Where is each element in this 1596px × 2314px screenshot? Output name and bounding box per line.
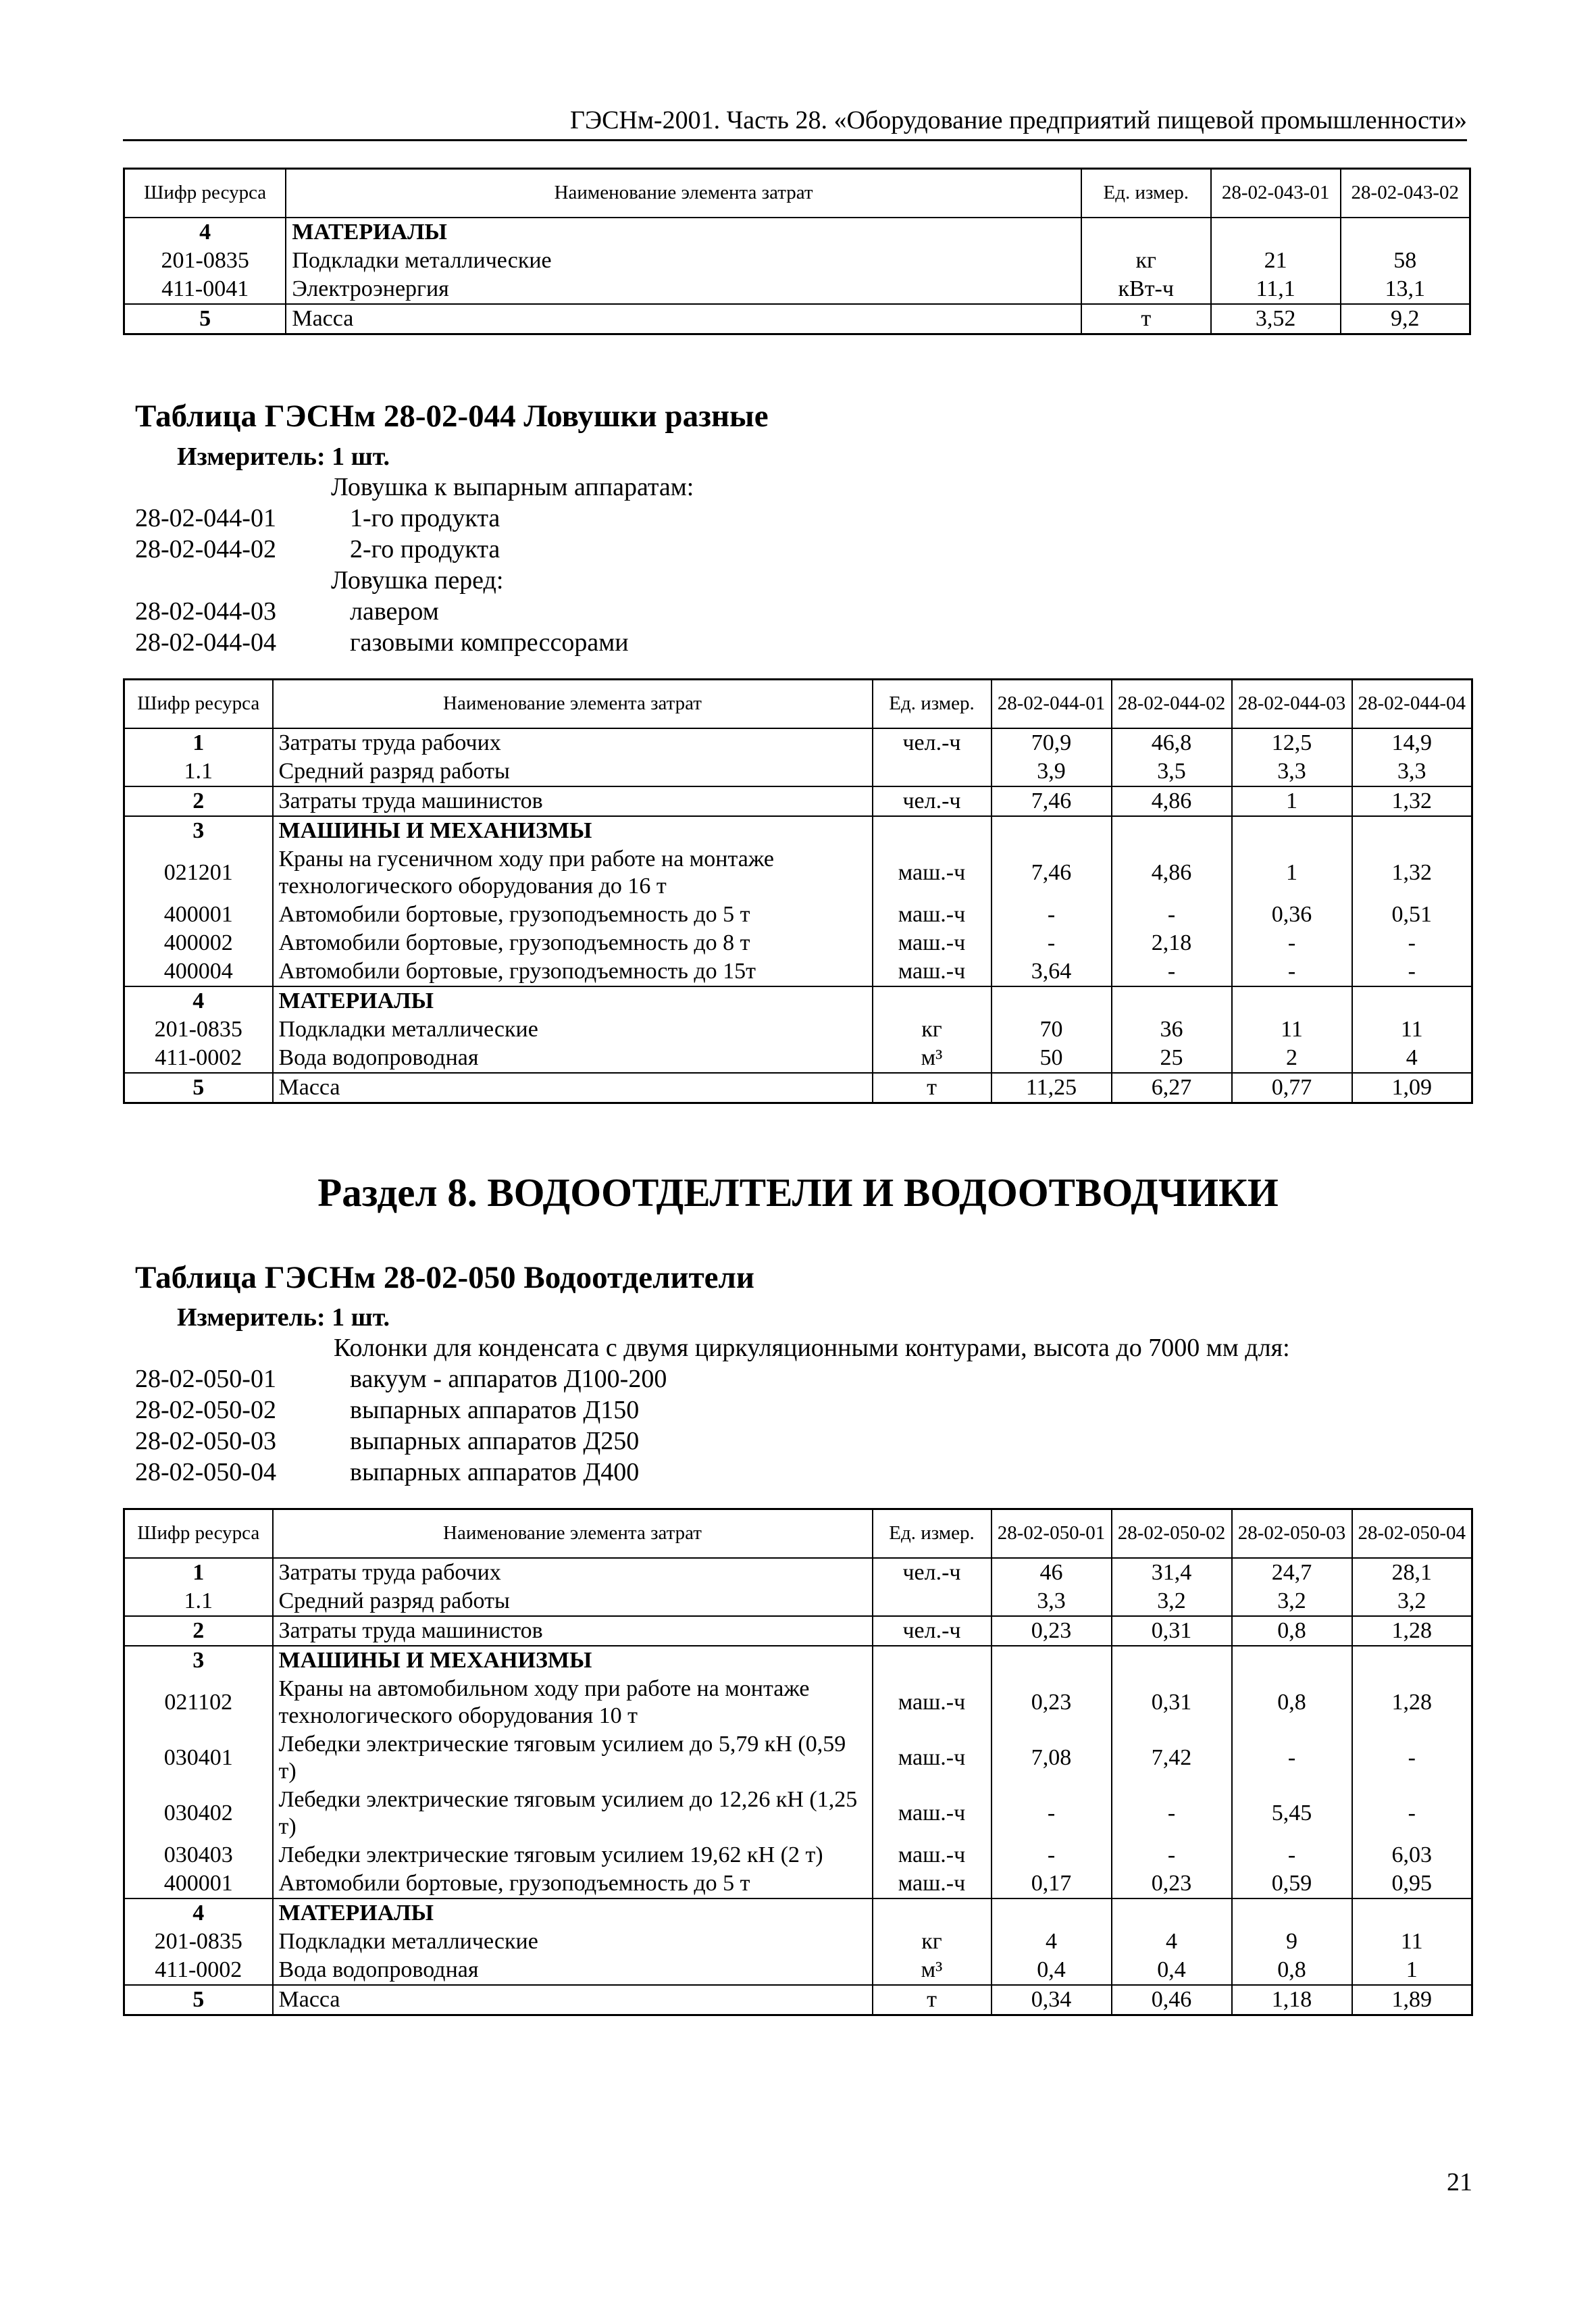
cell-value: 1 <box>1232 786 1352 816</box>
cell-unit <box>1081 218 1211 247</box>
item-text: выпарных аппаратов Д150 <box>350 1396 640 1424</box>
cell-value <box>1232 816 1352 845</box>
cell-value: 9,2 <box>1341 304 1470 334</box>
col-header-name: Наименование элемента затрат <box>273 680 873 728</box>
cell-value: 46,8 <box>1112 728 1232 757</box>
cell-code: 4 <box>124 986 273 1015</box>
cell-unit: чел.-ч <box>873 1558 992 1587</box>
col-header-norm: 28-02-050-02 <box>1112 1509 1232 1558</box>
cell-value: 1 <box>1232 845 1352 901</box>
cell-value <box>992 816 1112 845</box>
col-header-code: Шифр ресурса <box>124 680 273 728</box>
cell-value: 1 <box>1352 1956 1472 1985</box>
table-row <box>124 1730 1472 1786</box>
cell-code: 030403 <box>124 1841 273 1869</box>
cell-code: 400001 <box>124 901 273 929</box>
cell-value: - <box>992 1786 1112 1841</box>
cell-name: Масса <box>273 1985 873 2015</box>
cell-unit: т <box>873 1985 992 2015</box>
table-row <box>124 1015 1472 1044</box>
cell-code: 1.1 <box>124 1587 273 1616</box>
cell-value: 21 <box>1211 247 1341 275</box>
cell-unit: чел.-ч <box>873 728 992 757</box>
cell-value: 9 <box>1232 1928 1352 1956</box>
cell-name: Лебедки электрические тяговым усилием 19,62 кН (2 т) <box>273 1841 873 1869</box>
cell-unit: маш.-ч <box>873 1675 992 1730</box>
table-row <box>124 1646 1472 1675</box>
cell-name: Автомобили бортовые, грузоподъемность до 5 т <box>273 901 873 929</box>
item-text: лавером <box>350 597 439 626</box>
cell-value <box>992 1646 1112 1675</box>
cell-code: 400004 <box>124 957 273 986</box>
cell-name: Затраты труда машинистов <box>273 786 873 816</box>
cell-value: 70 <box>992 1015 1112 1044</box>
cell-code: 4 <box>124 218 286 247</box>
list-heading: Ловушка к выпарным аппаратам: <box>331 473 694 501</box>
cell-value: 0,23 <box>992 1675 1112 1730</box>
col-header-unit: Ед. измер. <box>873 680 992 728</box>
cell-unit: кг <box>873 1928 992 1956</box>
col-header-norm: 28-02-044-02 <box>1112 680 1232 728</box>
table-row <box>124 845 1472 901</box>
cell-code: 5 <box>124 1073 273 1103</box>
cell-value: - <box>1112 1786 1232 1841</box>
cost-table-043 <box>123 168 1471 335</box>
cell-value: 50 <box>992 1044 1112 1073</box>
cell-unit <box>873 816 992 845</box>
item-code: 28-02-044-02 <box>135 535 276 563</box>
table-row <box>124 1675 1472 1730</box>
table-row <box>124 1786 1472 1841</box>
section-title: Раздел 8. ВОДООТДЕЛТЕЛИ И ВОДООТВОДЧИКИ <box>317 1170 1279 1215</box>
cell-value: 3,3 <box>1352 757 1472 786</box>
header-rule <box>123 139 1467 141</box>
table-row <box>124 1898 1472 1928</box>
table-row <box>124 1558 1472 1587</box>
col-header-norm: 28-02-044-03 <box>1232 680 1352 728</box>
cell-value: 4 <box>992 1928 1112 1956</box>
cell-unit: т <box>873 1073 992 1103</box>
cell-code: 400002 <box>124 929 273 957</box>
cell-value: - <box>1112 901 1232 929</box>
cell-value: 0,31 <box>1112 1616 1232 1646</box>
col-header-norm: 28-02-050-04 <box>1352 1509 1472 1558</box>
cell-name: МАТЕРИАЛЫ <box>286 218 1081 247</box>
col-header-unit: Ед. измер. <box>873 1509 992 1558</box>
cell-value: 3,9 <box>992 757 1112 786</box>
item-text: 2-го продукта <box>350 535 500 563</box>
cell-unit: кг <box>873 1015 992 1044</box>
cell-name: Лебедки электрические тяговым усилием до 5,79 кН (0,59 т) <box>273 1730 873 1786</box>
table-header-row <box>124 169 1470 218</box>
cell-value: 0,36 <box>1232 901 1352 929</box>
cell-value: 0,8 <box>1232 1956 1352 1985</box>
cell-value: 3,52 <box>1211 304 1341 334</box>
cell-value: - <box>1352 1730 1472 1786</box>
cell-name: Подкладки металлические <box>286 247 1081 275</box>
cell-value: 1,28 <box>1352 1616 1472 1646</box>
cell-value: 1,09 <box>1352 1073 1472 1103</box>
cell-unit: маш.-ч <box>873 845 992 901</box>
cell-code: 030402 <box>124 1786 273 1841</box>
cell-value <box>1232 1898 1352 1928</box>
cell-value: 7,46 <box>992 786 1112 816</box>
cell-value: 0,4 <box>992 1956 1112 1985</box>
cell-code: 5 <box>124 1985 273 2015</box>
cell-unit: м³ <box>873 1956 992 1985</box>
cell-unit: маш.-ч <box>873 1841 992 1869</box>
cell-value: 0,34 <box>992 1985 1112 2015</box>
cell-code: 400001 <box>124 1869 273 1898</box>
cell-value: 0,8 <box>1232 1616 1352 1646</box>
cell-value: 4 <box>1112 1928 1232 1956</box>
cell-code: 411-0002 <box>124 1044 273 1073</box>
cell-name: Вода водопроводная <box>273 1044 873 1073</box>
cell-name: Вода водопроводная <box>273 1956 873 1985</box>
table-row <box>124 1985 1472 2015</box>
item-code: 28-02-044-04 <box>135 628 276 657</box>
cell-value <box>1232 986 1352 1015</box>
table-row <box>124 1841 1472 1869</box>
cell-name: Электроэнергия <box>286 275 1081 304</box>
cell-name: МАШИНЫ И МЕХАНИЗМЫ <box>273 1646 873 1675</box>
cell-value <box>1352 816 1472 845</box>
cell-value: 11,25 <box>992 1073 1112 1103</box>
cell-name: Масса <box>286 304 1081 334</box>
cell-value: 0,46 <box>1112 1985 1232 2015</box>
table-row <box>124 986 1472 1015</box>
cell-name: Краны на автомобильном ходу при работе на монтаже технологического оборудования 10 т <box>273 1675 873 1730</box>
cell-unit: маш.-ч <box>873 901 992 929</box>
cell-value <box>1211 218 1341 247</box>
cell-value <box>1341 218 1470 247</box>
running-header: ГЭСНм-2001. Часть 28. «Оборудование предприятий пищевой промышленности» <box>570 106 1467 134</box>
cell-value: 11 <box>1232 1015 1352 1044</box>
col-header-code: Шифр ресурса <box>124 1509 273 1558</box>
col-header-norm: 28-02-044-04 <box>1352 680 1472 728</box>
cell-unit: маш.-ч <box>873 1869 992 1898</box>
cell-value: 0,95 <box>1352 1869 1472 1898</box>
col-header-norm: 28-02-043-01 <box>1211 169 1341 218</box>
cell-code: 1 <box>124 1558 273 1587</box>
cell-name: Автомобили бортовые, грузоподъемность до 8 т <box>273 929 873 957</box>
table-row <box>124 1073 1472 1103</box>
item-code: 28-02-044-01 <box>135 504 276 532</box>
cell-value: 0,77 <box>1232 1073 1352 1103</box>
cell-value <box>1352 1898 1472 1928</box>
cell-value: 12,5 <box>1232 728 1352 757</box>
cell-value: 3,2 <box>1232 1587 1352 1616</box>
cell-unit: кг <box>1081 247 1211 275</box>
table-row <box>124 786 1472 816</box>
cell-value: 28,1 <box>1352 1558 1472 1587</box>
cell-value: 6,03 <box>1352 1841 1472 1869</box>
cell-unit: м³ <box>873 1044 992 1073</box>
table-row <box>124 1044 1472 1073</box>
cell-name: Затраты труда рабочих <box>273 728 873 757</box>
cell-value: 11 <box>1352 1015 1472 1044</box>
table-row <box>124 728 1472 757</box>
cell-value: - <box>1112 1841 1232 1869</box>
table-row <box>124 1928 1472 1956</box>
cell-value: 3,64 <box>992 957 1112 986</box>
cell-value: 14,9 <box>1352 728 1472 757</box>
cell-value: 36 <box>1112 1015 1232 1044</box>
cell-value <box>1112 1898 1232 1928</box>
item-code: 28-02-050-04 <box>135 1458 276 1486</box>
cell-unit: маш.-ч <box>873 1730 992 1786</box>
cell-value: 7,46 <box>992 845 1112 901</box>
col-header-norm: 28-02-044-01 <box>992 680 1112 728</box>
item-text: вакуум - аппаратов Д100-200 <box>350 1365 667 1393</box>
cell-code: 411-0041 <box>124 275 286 304</box>
item-text: выпарных аппаратов Д400 <box>350 1458 640 1486</box>
cell-value: 58 <box>1341 247 1470 275</box>
cell-code: 021102 <box>124 1675 273 1730</box>
table-row <box>124 1587 1472 1616</box>
measurer: Измеритель: 1 шт. <box>177 443 390 471</box>
cell-unit: кВт-ч <box>1081 275 1211 304</box>
cell-value <box>992 1898 1112 1928</box>
cell-value: 3,5 <box>1112 757 1232 786</box>
cell-code: 201-0835 <box>124 1015 273 1044</box>
item-code: 28-02-050-03 <box>135 1427 276 1455</box>
table-row <box>124 275 1470 304</box>
list-heading: Колонки для конденсата с двумя циркуляционными контурами, высота до 7000 мм для: <box>334 1334 1290 1362</box>
item-text: 1-го продукта <box>350 504 500 532</box>
cell-code: 1.1 <box>124 757 273 786</box>
cell-value: 7,42 <box>1112 1730 1232 1786</box>
cell-value: - <box>1232 957 1352 986</box>
item-code: 28-02-050-02 <box>135 1396 276 1424</box>
col-header-norm: 28-02-050-01 <box>992 1509 1112 1558</box>
cell-value: 0,17 <box>992 1869 1112 1898</box>
cell-value: - <box>1352 957 1472 986</box>
cell-code: 021201 <box>124 845 273 901</box>
cell-name: Масса <box>273 1073 873 1103</box>
cell-unit: маш.-ч <box>873 957 992 986</box>
cell-name: Автомобили бортовые, грузоподъемность до 5 т <box>273 1869 873 1898</box>
cell-value: 0,31 <box>1112 1675 1232 1730</box>
cell-value: - <box>992 1841 1112 1869</box>
cell-value: - <box>1352 929 1472 957</box>
cell-value <box>1352 1646 1472 1675</box>
cell-name: Подкладки металлические <box>273 1928 873 1956</box>
cell-code: 201-0835 <box>124 1928 273 1956</box>
cell-name: Средний разряд работы <box>273 1587 873 1616</box>
cell-unit: маш.-ч <box>873 1786 992 1841</box>
cell-value <box>1112 816 1232 845</box>
table-row <box>124 816 1472 845</box>
table-row <box>124 901 1472 929</box>
cell-value: - <box>992 929 1112 957</box>
cell-value: - <box>1352 1786 1472 1841</box>
cell-value: 2 <box>1232 1044 1352 1073</box>
cell-unit: маш.-ч <box>873 929 992 957</box>
table-row <box>124 218 1470 247</box>
table-row <box>124 929 1472 957</box>
cell-value: 1,32 <box>1352 845 1472 901</box>
col-header-unit: Ед. измер. <box>1081 169 1211 218</box>
cell-value: - <box>1232 1841 1352 1869</box>
cell-value: 2,18 <box>1112 929 1232 957</box>
cell-value: 0,59 <box>1232 1869 1352 1898</box>
cell-value: 0,4 <box>1112 1956 1232 1985</box>
table-row <box>124 247 1470 275</box>
cell-name: МАТЕРИАЛЫ <box>273 986 873 1015</box>
cell-value: 3,2 <box>1352 1587 1472 1616</box>
item-text: газовыми компрессорами <box>350 628 629 657</box>
table-row <box>124 757 1472 786</box>
item-code: 28-02-044-03 <box>135 597 276 626</box>
cell-value: 0,8 <box>1232 1675 1352 1730</box>
measurer: Измеритель: 1 шт. <box>177 1303 390 1332</box>
cell-unit <box>873 1587 992 1616</box>
cell-value: - <box>1232 929 1352 957</box>
cell-name: Автомобили бортовые, грузоподъемность до 15т <box>273 957 873 986</box>
cell-name: Лебедки электрические тяговым усилием до 12,26 кН (1,25 т) <box>273 1786 873 1841</box>
cell-value: 3,3 <box>992 1587 1112 1616</box>
cell-unit <box>873 757 992 786</box>
cell-value: 1,18 <box>1232 1985 1352 2015</box>
cell-unit <box>873 1898 992 1928</box>
cell-value: 70,9 <box>992 728 1112 757</box>
item-text: выпарных аппаратов Д250 <box>350 1427 640 1455</box>
cell-value: 11,1 <box>1211 275 1341 304</box>
table-row <box>124 1869 1472 1898</box>
cell-value: 31,4 <box>1112 1558 1232 1587</box>
cell-code: 030401 <box>124 1730 273 1786</box>
cell-name: Краны на гусеничном ходу при работе на монтаже технологического оборудования до 16 т <box>273 845 873 901</box>
cell-value: 11 <box>1352 1928 1472 1956</box>
cell-value: 13,1 <box>1341 275 1470 304</box>
cell-unit: т <box>1081 304 1211 334</box>
cell-unit: чел.-ч <box>873 1616 992 1646</box>
cell-value: 1,28 <box>1352 1675 1472 1730</box>
cell-code: 5 <box>124 304 286 334</box>
table-row <box>124 1956 1472 1985</box>
cell-code: 3 <box>124 1646 273 1675</box>
cell-name: Затраты труда рабочих <box>273 1558 873 1587</box>
cell-value: 4,86 <box>1112 786 1232 816</box>
cell-name: Затраты труда машинистов <box>273 1616 873 1646</box>
cell-value <box>1112 986 1232 1015</box>
cell-name: МАТЕРИАЛЫ <box>273 1898 873 1928</box>
item-code: 28-02-050-01 <box>135 1365 276 1393</box>
cell-name: Подкладки металлические <box>273 1015 873 1044</box>
cell-value: 3,2 <box>1112 1587 1232 1616</box>
table-row <box>124 957 1472 986</box>
cell-name: Средний разряд работы <box>273 757 873 786</box>
col-header-norm: 28-02-043-02 <box>1341 169 1470 218</box>
cell-value: 3,3 <box>1232 757 1352 786</box>
table-row <box>124 1616 1472 1646</box>
cell-value: 7,08 <box>992 1730 1112 1786</box>
cell-value: - <box>1112 957 1232 986</box>
cell-value: 46 <box>992 1558 1112 1587</box>
cell-value: 0,23 <box>1112 1869 1232 1898</box>
cell-value: 4 <box>1352 1044 1472 1073</box>
table-row <box>124 304 1470 334</box>
table-header-row <box>124 1509 1472 1558</box>
col-header-name: Наименование элемента затрат <box>286 169 1081 218</box>
list-heading: Ловушка перед: <box>331 566 504 595</box>
table-header-row <box>124 680 1472 728</box>
cost-table-050 <box>123 1508 1473 2016</box>
cell-value <box>992 986 1112 1015</box>
cell-code: 1 <box>124 728 273 757</box>
cell-unit <box>873 1646 992 1675</box>
cell-code: 2 <box>124 1616 273 1646</box>
cell-value: 1,32 <box>1352 786 1472 816</box>
col-header-name: Наименование элемента затрат <box>273 1509 873 1558</box>
cell-value <box>1112 1646 1232 1675</box>
cell-value: - <box>1232 1730 1352 1786</box>
cell-code: 3 <box>124 816 273 845</box>
cell-value: 0,23 <box>992 1616 1112 1646</box>
cell-value: 24,7 <box>1232 1558 1352 1587</box>
cell-value <box>1352 986 1472 1015</box>
cost-table-044 <box>123 678 1473 1104</box>
page-number: 21 <box>1447 2168 1472 2196</box>
cell-value <box>1232 1646 1352 1675</box>
cell-unit <box>873 986 992 1015</box>
cell-name: МАШИНЫ И МЕХАНИЗМЫ <box>273 816 873 845</box>
cell-code: 2 <box>124 786 273 816</box>
table-title: Таблица ГЭСНм 28-02-050 Водоотделители <box>135 1260 754 1295</box>
cell-value: - <box>992 901 1112 929</box>
cell-value: 5,45 <box>1232 1786 1352 1841</box>
table-title: Таблица ГЭСНм 28-02-044 Ловушки разные <box>135 399 769 434</box>
col-header-code: Шифр ресурса <box>124 169 286 218</box>
cell-code: 4 <box>124 1898 273 1928</box>
cell-value: 1,89 <box>1352 1985 1472 2015</box>
cell-value: 4,86 <box>1112 845 1232 901</box>
cell-value: 0,51 <box>1352 901 1472 929</box>
cell-unit: чел.-ч <box>873 786 992 816</box>
cell-value: 6,27 <box>1112 1073 1232 1103</box>
col-header-norm: 28-02-050-03 <box>1232 1509 1352 1558</box>
cell-code: 411-0002 <box>124 1956 273 1985</box>
cell-code: 201-0835 <box>124 247 286 275</box>
cell-value: 25 <box>1112 1044 1232 1073</box>
